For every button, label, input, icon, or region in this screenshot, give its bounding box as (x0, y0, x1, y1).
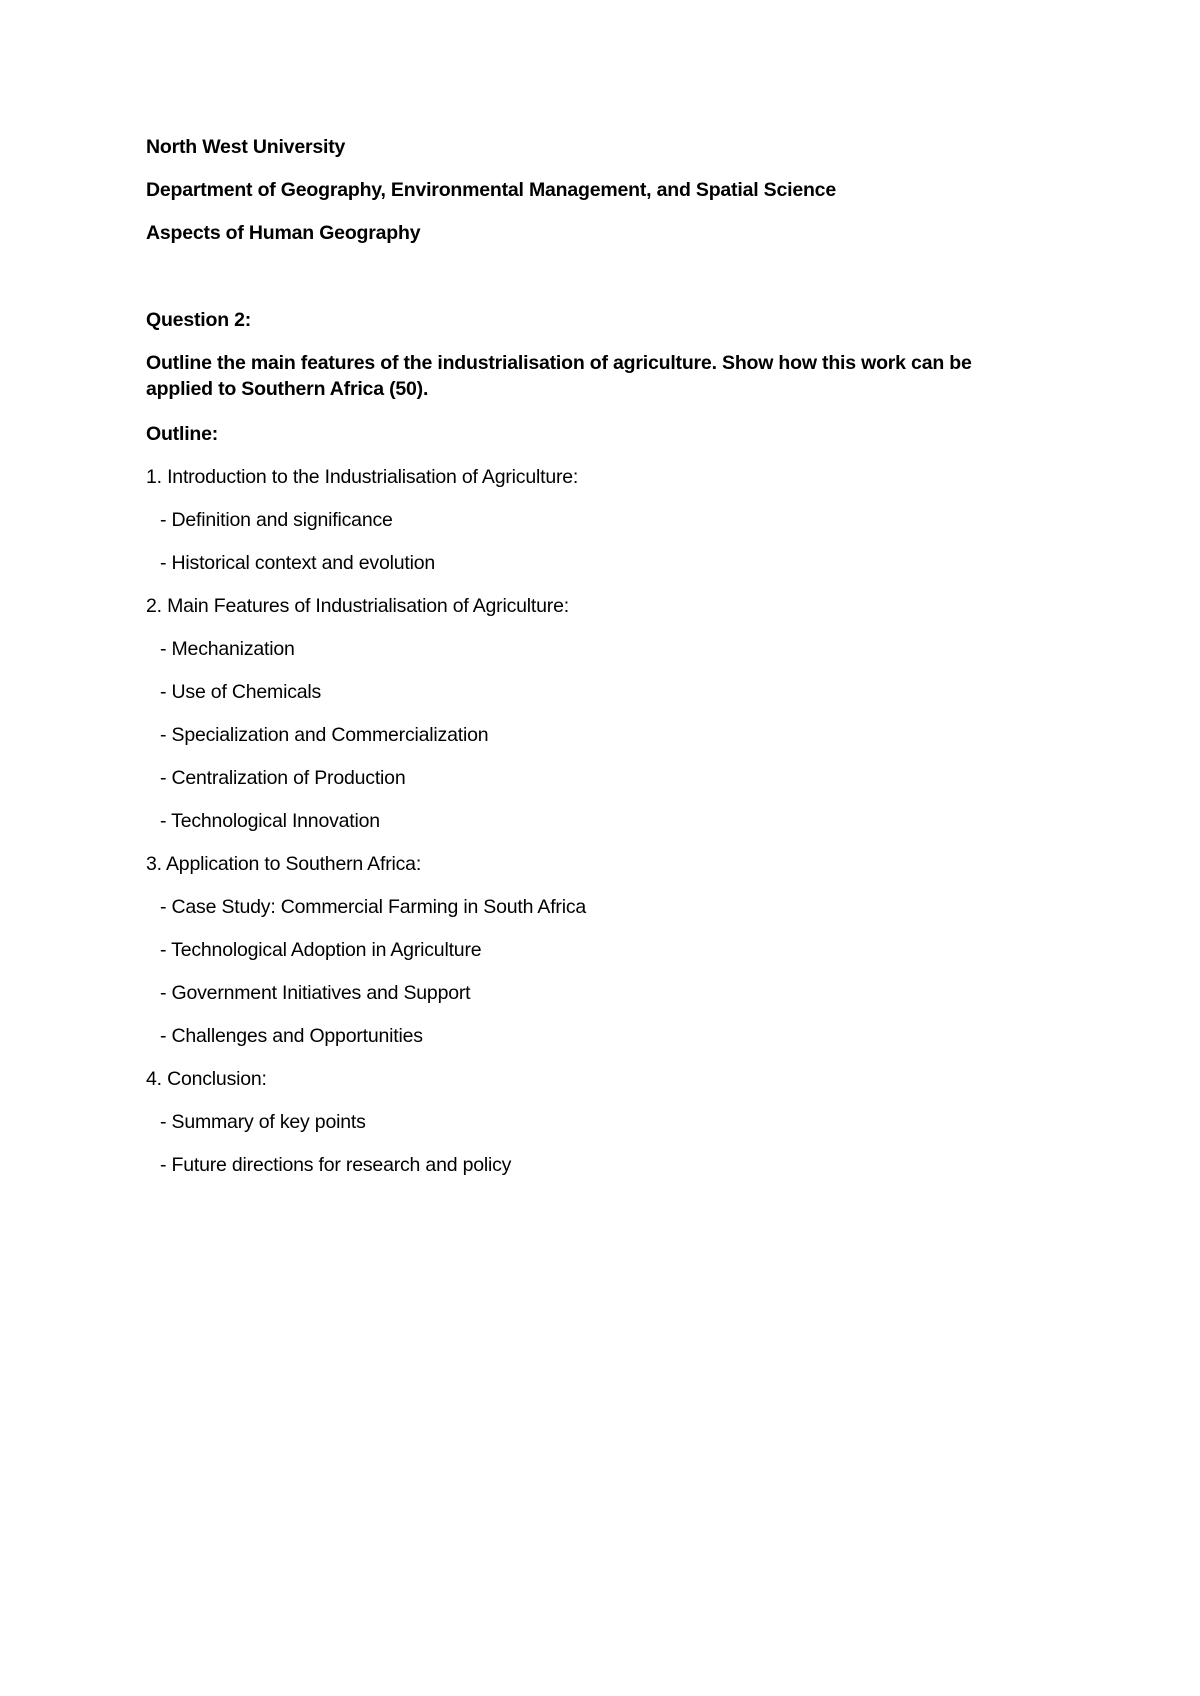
outline-section-title: 4. Conclusion: (146, 1068, 267, 1090)
question-text: Outline the main features of the industrialisation of agriculture. Show how this work can be applied to Southern Africa (50). (146, 352, 972, 400)
outline-heading: Outline: (146, 423, 219, 445)
outline-item: - Challenges and Opportunities (160, 1025, 423, 1047)
outline-item: - Historical context and evolution (160, 552, 436, 574)
department-name: Department of Geography, Environmental Management, and Spatial Science (146, 179, 836, 201)
university-name: North West University (146, 136, 346, 158)
outline-section-title: 1. Introduction to the Industrialisation of Agriculture: (146, 466, 579, 488)
outline-item: - Government Initiatives and Support (160, 982, 471, 1004)
outline-item: - Definition and significance (160, 509, 393, 531)
outline-section-title: 2. Main Features of Industrialisation of Agriculture: (146, 595, 569, 617)
question-label: Question 2: (146, 309, 252, 331)
course-title: Aspects of Human Geography (146, 222, 421, 244)
outline-item: - Mechanization (160, 638, 295, 660)
outline-item: - Use of Chemicals (160, 681, 322, 703)
outline-item: - Case Study: Commercial Farming in South Africa (160, 896, 587, 918)
outline-item: - Technological Innovation (160, 810, 380, 832)
outline-item: - Future directions for research and policy (160, 1154, 512, 1176)
outline-section-title: 3. Application to Southern Africa: (146, 853, 422, 875)
outline-item: - Technological Adoption in Agriculture (160, 939, 482, 961)
outline-item: - Summary of key points (160, 1111, 366, 1133)
outline-item: - Centralization of Production (160, 767, 406, 789)
outline-item: - Specialization and Commercialization (160, 724, 489, 746)
